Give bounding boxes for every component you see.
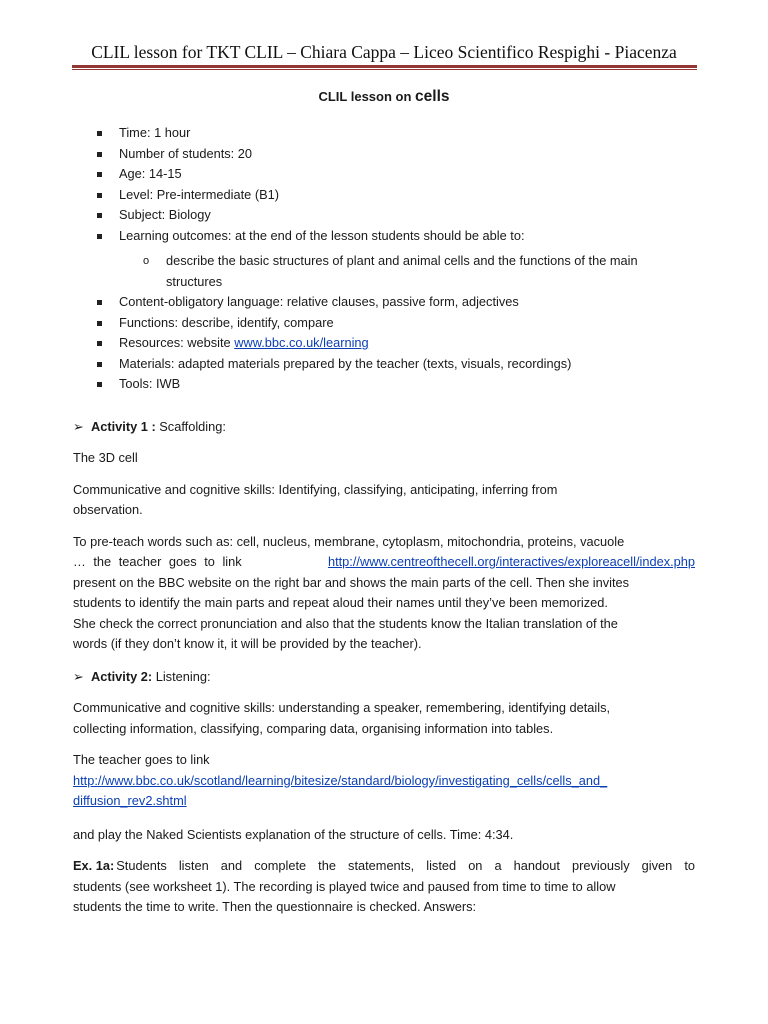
list-item: Age: 14-15 (73, 164, 695, 185)
list-item: Content-obligatory language: relative clauses, passive form, adjectives (73, 292, 695, 313)
lesson-title-topic: cells (415, 88, 450, 105)
activity-1-name: Scaffolding: (155, 418, 226, 434)
activity-1-paragraph: To pre-teach words such as: cell, nucleus, membrane, cytoplasm, mitochondria, proteins, vacuole … the teacher goes to link http://www.centreofthecell.org/interactives/exploreacell/index.php present on the BBC website on the right bar and shows the main parts of the cell. Then she invites students to identify the main parts and repeat aloud their names until they’ve been memorized. She check the correct pronunciation and also that the students know the Italian translation of the words (if they don’t know it, it will be provided by the teacher). (73, 533, 695, 651)
list-item: Tools: IWB (73, 374, 695, 395)
activity-2-play: and play the Naked Scientists explanation of the structure of cells. Time: 4:34. (73, 826, 514, 842)
activity-1-heading (73, 417, 695, 438)
lesson-details-list (73, 123, 695, 246)
exercise-1a: Ex. 1a: Students listen and complete the statements, listed on a handout previously given to students (see worksheet 1). The recording is played twice and paused from time to time to allow students the time to write. Then the questionnaire is checked. Answers: (73, 858, 695, 914)
activity-1-label: Activity 1 : (91, 418, 156, 434)
lesson-title (0, 88, 768, 106)
list-item: Learning outcomes: at the end of the lesson students should be able to: (73, 226, 695, 247)
activity-1-subtitle: The 3D cell (73, 450, 138, 465)
outcome-line-2: structures (166, 273, 223, 289)
outcome-sub-item (73, 251, 695, 292)
activity-1-skills: Communicative and cognitive skills: Identifying, classifying, anticipating, inferring from observation. (73, 481, 558, 517)
header-rule (72, 65, 697, 68)
lesson-title-prefix: CLIL lesson on (318, 89, 416, 104)
page-header: CLIL lesson for TKT CLIL – Chiara Cappa – Liceo Scientifico Respighi - Piacenza (91, 42, 677, 62)
list-item-resources (73, 333, 695, 354)
arrow-bullet-icon: ➢ (73, 418, 84, 434)
list-item: Level: Pre-intermediate (B1) (73, 185, 695, 206)
bbc-bitesize-link-cont[interactable]: diffusion_rev2.shtml (73, 793, 187, 808)
centre-of-the-cell-link[interactable]: http://www.centreofthecell.org/interactives/exploreacell/index.php (327, 554, 695, 569)
list-item: Subject: Biology (73, 205, 695, 226)
activity-2-link (73, 771, 695, 812)
list-item: Materials: adapted materials prepared by the teacher (texts, visuals, recordings) (73, 354, 695, 375)
exercise-label: Ex. 1a: (73, 858, 115, 873)
lesson-details-list-2 (73, 292, 695, 395)
list-item: Functions: describe, identify, compare (73, 313, 695, 334)
bbc-learning-link[interactable]: www.bbc.co.uk/learning (234, 335, 369, 350)
activity-2-name: Listening: (152, 668, 211, 684)
list-item: Time: 1 hour (73, 123, 695, 144)
activity-2-skills: Communicative and cognitive skills: understanding a speaker, remembering, identifying details, collecting information, classifying, comparing data, organising information into tables. (73, 700, 611, 736)
bbc-bitesize-link[interactable]: http://www.bbc.co.uk/scotland/learning/bitesize/standard/biology/investigating_cells/cells_and_ (73, 772, 608, 788)
arrow-bullet-icon: ➢ (73, 668, 84, 684)
resources-label: Resources: website (119, 335, 235, 350)
activity-2-link-intro: The teacher goes to link (73, 752, 210, 767)
document-body (73, 123, 695, 918)
outcome-line-1: o describe the basic structures of plant and animal cells and the functions of the main (166, 253, 638, 268)
activity-2-heading (73, 667, 695, 688)
list-item: Number of students: 20 (73, 144, 695, 165)
activity-2-label: Activity 2: (91, 668, 153, 684)
header-rule-thin (72, 69, 697, 70)
